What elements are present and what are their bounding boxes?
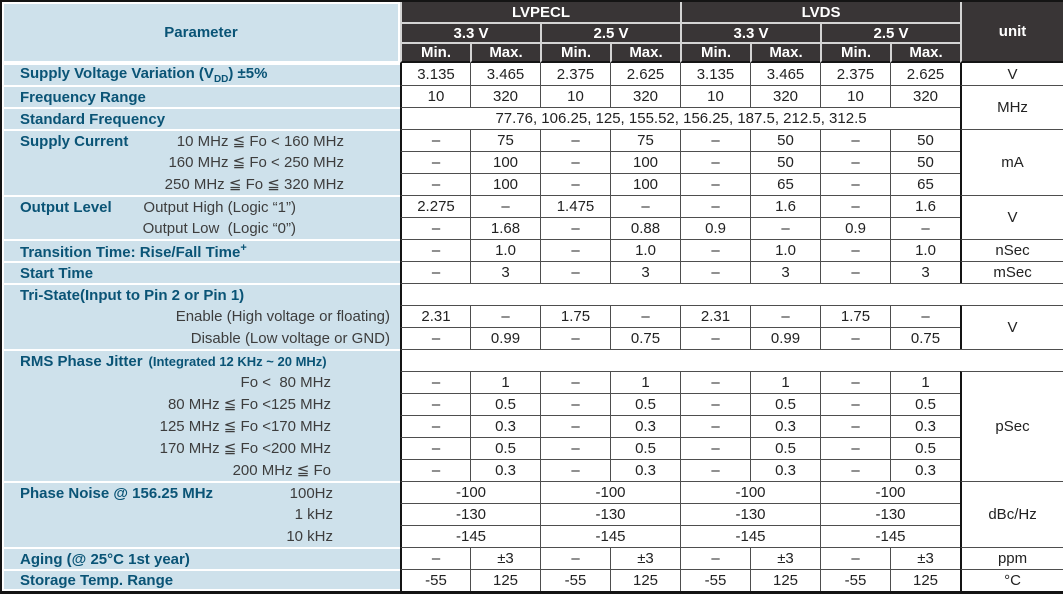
value-cell: -100 — [820, 481, 960, 503]
value-cell: 3.135 — [400, 63, 470, 85]
value-cell: – — [680, 415, 750, 437]
value-cell: – — [400, 217, 470, 239]
row-supply-current-1 — [2, 129, 1063, 151]
group-header-lvds: LVDS — [680, 2, 960, 22]
value-cell: 125 — [610, 569, 680, 591]
value-cell: -130 — [680, 503, 820, 525]
value-cell: 0.9 — [820, 217, 890, 239]
value-cell: 0.88 — [610, 217, 680, 239]
condition-label: Enable (High voltage or floating) — [175, 307, 390, 325]
value-cell: -145 — [680, 525, 820, 547]
value-cell: 1.0 — [470, 239, 540, 261]
condition-label: Output High (Logic “1”) — [143, 198, 296, 216]
unit-cell: V — [960, 305, 1063, 349]
row-tri-state-disable — [2, 327, 1063, 349]
value-cell: 0.3 — [750, 459, 820, 481]
value-cell: 75 — [610, 129, 680, 151]
param-output-level — [2, 195, 400, 217]
value-cell: 0.5 — [610, 393, 680, 415]
value-cell: -55 — [820, 569, 890, 591]
value-cell: – — [820, 151, 890, 173]
param-label: Start Time — [20, 264, 94, 282]
param-rms-jitter-cont — [2, 371, 400, 393]
row-standard-frequency — [2, 107, 1063, 129]
condition-label: 1 kHz — [294, 505, 333, 523]
value-cell: 320 — [750, 85, 820, 107]
value-cell: – — [750, 217, 820, 239]
value-cell: 1.6 — [890, 195, 960, 217]
value-cell: 0.3 — [610, 459, 680, 481]
value-cell: – — [400, 459, 470, 481]
unit-cell: °C — [960, 569, 1063, 591]
value-cell: 1.75 — [540, 305, 610, 327]
value-cell: 0.3 — [750, 415, 820, 437]
value-cell: -145 — [540, 525, 680, 547]
value-cell: 1 — [470, 371, 540, 393]
value-cell: 3 — [470, 261, 540, 283]
condition-label: 125 MHz ≦ Fo <170 MHz — [159, 418, 331, 435]
row-rms-jitter-4 — [2, 437, 1063, 459]
value-cell: 1.0 — [610, 239, 680, 261]
value-cell: 65 — [890, 173, 960, 195]
value-cell: – — [400, 415, 470, 437]
value-cell: – — [820, 547, 890, 569]
value-cell: -55 — [400, 569, 470, 591]
value-cell: – — [680, 371, 750, 393]
condition-label: 100Hz — [289, 484, 333, 502]
param-label: Tri-State(Input to Pin 2 or Pin 1) — [20, 286, 245, 304]
value-cell: 1.75 — [820, 305, 890, 327]
value-cell: – — [820, 261, 890, 283]
param-label: Standard Frequency — [20, 110, 166, 128]
value-cell: 3.465 — [470, 63, 540, 85]
param-supply-current-cont — [2, 151, 400, 173]
unit-cell: ppm — [960, 547, 1063, 569]
value-cell: – — [540, 129, 610, 151]
value-cell: 2.625 — [610, 63, 680, 85]
row-rms-jitter-5 — [2, 459, 1063, 481]
unit-cell: V — [960, 195, 1063, 239]
condition-label: 10 kHz — [286, 527, 333, 545]
value-cell: – — [400, 173, 470, 195]
value-cell: -100 — [400, 481, 540, 503]
value-cell: -100 — [540, 481, 680, 503]
value-cell: -130 — [400, 503, 540, 525]
min-header: Min. — [680, 42, 750, 63]
value-cell: 1 — [750, 371, 820, 393]
param-label: Output Level — [20, 198, 112, 216]
param-phase-noise-cont — [2, 503, 400, 525]
min-header: Min. — [820, 42, 890, 63]
value-cell: – — [680, 393, 750, 415]
row-output-level-low — [2, 217, 1063, 239]
value-cell: ±3 — [750, 547, 820, 569]
value-cell: 0.5 — [750, 393, 820, 415]
standard-frequency-values: 77.76, 106.25, 125, 155.52, 156.25, 187.5, 212.5, 312.5 — [400, 107, 960, 129]
value-cell: – — [540, 327, 610, 349]
value-cell: 3.465 — [750, 63, 820, 85]
row-output-level-high — [2, 195, 1063, 217]
row-rms-jitter-1 — [2, 371, 1063, 393]
param-tri-state-cont — [2, 327, 400, 349]
value-cell: – — [540, 371, 610, 393]
value-cell: 3.135 — [680, 63, 750, 85]
unit-header: unit — [960, 2, 1063, 63]
param-supply-current-cont — [2, 173, 400, 195]
value-cell: 2.31 — [400, 305, 470, 327]
condition-label: 250 MHz ≦ Fo ≦ 320 MHz — [164, 176, 344, 193]
condition-label: Fo < 80 MHz — [240, 373, 331, 391]
value-cell: – — [820, 371, 890, 393]
param-transition-time — [2, 239, 400, 261]
value-cell: – — [890, 217, 960, 239]
value-cell: 1.68 — [470, 217, 540, 239]
value-cell: – — [540, 173, 610, 195]
param-rms-jitter-cont — [2, 437, 400, 459]
value-cell: – — [400, 327, 470, 349]
value-cell: 50 — [890, 151, 960, 173]
row-rms-jitter-header — [2, 349, 1063, 371]
value-cell: 0.5 — [750, 437, 820, 459]
value-cell: 10 — [400, 85, 470, 107]
value-cell: 0.5 — [890, 393, 960, 415]
value-cell: ±3 — [470, 547, 540, 569]
param-standard-frequency — [2, 107, 400, 129]
row-rms-jitter-3 — [2, 415, 1063, 437]
value-cell: – — [610, 195, 680, 217]
row-supply-current-3 — [2, 173, 1063, 195]
max-header: Max. — [890, 42, 960, 63]
value-cell: 0.5 — [470, 393, 540, 415]
value-cell: – — [680, 459, 750, 481]
voltage-header: 2.5 V — [540, 22, 680, 42]
param-rms-jitter-cont — [2, 459, 400, 481]
value-cell: – — [540, 239, 610, 261]
value-cell: 3 — [610, 261, 680, 283]
param-label: Aging (@ 25°C 1st year) — [20, 550, 190, 568]
value-cell: – — [540, 261, 610, 283]
value-cell: -145 — [400, 525, 540, 547]
value-cell: – — [680, 239, 750, 261]
value-cell: 10 — [820, 85, 890, 107]
value-cell: – — [750, 305, 820, 327]
min-header: Min. — [540, 42, 610, 63]
value-cell: 50 — [750, 151, 820, 173]
unit-cell: MHz — [960, 85, 1063, 129]
value-cell: 0.3 — [890, 459, 960, 481]
value-cell: – — [400, 129, 470, 151]
row-storage-temp — [2, 569, 1063, 591]
param-start-time — [2, 261, 400, 283]
unit-cell: mA — [960, 129, 1063, 195]
row-phase-noise-2 — [2, 503, 1063, 525]
condition-label: 200 MHz ≦ Fo — [232, 462, 331, 479]
value-cell: 2.275 — [400, 195, 470, 217]
row-start-time — [2, 261, 1063, 283]
value-cell: – — [820, 239, 890, 261]
value-cell: – — [680, 151, 750, 173]
value-cell: – — [400, 437, 470, 459]
param-tri-state-cont — [2, 305, 400, 327]
value-cell: 10 — [540, 85, 610, 107]
value-cell: 320 — [470, 85, 540, 107]
value-cell: 0.5 — [890, 437, 960, 459]
value-cell: -145 — [820, 525, 960, 547]
value-cell: – — [680, 173, 750, 195]
value-cell: 0.3 — [890, 415, 960, 437]
value-cell: 320 — [610, 85, 680, 107]
value-cell: – — [890, 305, 960, 327]
condition-label: 80 MHz ≦ Fo <125 MHz — [167, 396, 331, 413]
condition-label: 170 MHz ≦ Fo <200 MHz — [159, 440, 331, 457]
param-label: Supply Voltage Variation $(V_{DD}) \pm 5\%$ — [20, 65, 268, 85]
value-cell: – — [470, 195, 540, 217]
value-cell: – — [400, 261, 470, 283]
value-cell: 100 — [610, 151, 680, 173]
value-cell: 100 — [610, 173, 680, 195]
blank-cell — [400, 283, 1063, 305]
param-storage-temp — [2, 569, 400, 591]
param-supply-current — [2, 129, 400, 151]
param-note: (Integrated 12 KHz ~ 20 MHz) — [148, 353, 327, 369]
value-cell: 0.3 — [470, 459, 540, 481]
value-cell: – — [820, 393, 890, 415]
value-cell: – — [820, 415, 890, 437]
value-cell: 125 — [470, 569, 540, 591]
row-tri-state-header — [2, 283, 1063, 305]
value-cell: – — [400, 371, 470, 393]
value-cell: 1 — [610, 371, 680, 393]
value-cell: – — [680, 195, 750, 217]
value-cell: -130 — [540, 503, 680, 525]
parameter-header: Parameter — [2, 2, 400, 63]
value-cell: – — [820, 129, 890, 151]
value-cell: 1.0 — [890, 239, 960, 261]
value-cell: 1.0 — [750, 239, 820, 261]
row-phase-noise-3 — [2, 525, 1063, 547]
value-cell: – — [820, 327, 890, 349]
value-cell: – — [680, 547, 750, 569]
value-cell: – — [540, 393, 610, 415]
value-cell: 0.75 — [890, 327, 960, 349]
blank-cell — [400, 349, 1063, 371]
value-cell: – — [540, 547, 610, 569]
row-supply-current-2 — [2, 151, 1063, 173]
voltage-header: 3.3 V — [400, 22, 540, 42]
min-header: Min. — [400, 42, 470, 63]
value-cell: 0.5 — [470, 437, 540, 459]
table-header — [2, 2, 1063, 63]
value-cell: – — [680, 129, 750, 151]
value-cell: 0.75 — [610, 327, 680, 349]
value-cell: -130 — [820, 503, 960, 525]
value-cell: 1.6 — [750, 195, 820, 217]
table-body — [2, 63, 1063, 591]
value-cell: – — [680, 261, 750, 283]
group-header-lvpecl: LVPECL — [400, 2, 680, 22]
value-cell: 0.3 — [610, 415, 680, 437]
param-label: Supply Current — [20, 132, 129, 150]
max-header: Max. — [750, 42, 820, 63]
value-cell: – — [540, 415, 610, 437]
value-cell: 0.5 — [610, 437, 680, 459]
value-cell: – — [820, 195, 890, 217]
value-cell: 50 — [890, 129, 960, 151]
value-cell: 320 — [890, 85, 960, 107]
value-cell: 0.99 — [470, 327, 540, 349]
param-label: Frequency Range — [20, 88, 146, 106]
row-rms-jitter-2 — [2, 393, 1063, 415]
value-cell: 75 — [470, 129, 540, 151]
unit-cell: mSec — [960, 261, 1063, 283]
value-cell: ±3 — [890, 547, 960, 569]
param-label: RMS Phase Jitter — [20, 352, 143, 370]
param-frequency-range — [2, 85, 400, 107]
param-output-level-cont — [2, 217, 400, 239]
voltage-header: 3.3 V — [680, 22, 820, 42]
condition-label: 160 MHz ≦ Fo < 250 MHz — [168, 154, 344, 171]
param-supply-voltage — [2, 63, 400, 85]
value-cell: 0.3 — [470, 415, 540, 437]
value-cell: 1.475 — [540, 195, 610, 217]
row-aging — [2, 547, 1063, 569]
row-tri-state-enable — [2, 305, 1063, 327]
value-cell: – — [540, 437, 610, 459]
unit-cell: nSec — [960, 239, 1063, 261]
value-cell: -55 — [680, 569, 750, 591]
value-cell: – — [820, 437, 890, 459]
value-cell: 0.99 — [750, 327, 820, 349]
param-rms-jitter-cont — [2, 415, 400, 437]
value-cell: – — [680, 437, 750, 459]
param-tri-state — [2, 283, 400, 305]
value-cell: 65 — [750, 173, 820, 195]
unit-cell: pSec — [960, 371, 1063, 481]
param-label: Transition Time: Rise/Fall Time+ — [20, 241, 247, 261]
row-frequency-range — [2, 85, 1063, 107]
condition-label: Disable (Low voltage or GND) — [190, 329, 390, 347]
row-phase-noise-1 — [2, 481, 1063, 503]
condition-label: 10 MHz ≦ Fo < 160 MHz — [176, 133, 344, 150]
value-cell: 125 — [750, 569, 820, 591]
param-label: Storage Temp. Range — [20, 571, 174, 589]
value-cell: 125 — [890, 569, 960, 591]
value-cell: – — [680, 327, 750, 349]
value-cell: – — [820, 173, 890, 195]
value-cell: – — [820, 459, 890, 481]
value-cell: 3 — [750, 261, 820, 283]
voltage-header: 2.5 V — [820, 22, 960, 42]
value-cell: – — [470, 305, 540, 327]
header-row-groups — [2, 2, 1063, 22]
value-cell: – — [610, 305, 680, 327]
param-rms-jitter — [2, 349, 400, 371]
value-cell: -55 — [540, 569, 610, 591]
value-cell: 10 — [680, 85, 750, 107]
value-cell: 2.625 — [890, 63, 960, 85]
value-cell: 0.9 — [680, 217, 750, 239]
value-cell: 1 — [890, 371, 960, 393]
value-cell: – — [540, 459, 610, 481]
value-cell: – — [400, 547, 470, 569]
value-cell: – — [540, 217, 610, 239]
value-cell: – — [400, 151, 470, 173]
value-cell: – — [540, 151, 610, 173]
param-aging — [2, 547, 400, 569]
value-cell: -100 — [680, 481, 820, 503]
value-cell: ±3 — [610, 547, 680, 569]
value-cell: 3 — [890, 261, 960, 283]
param-label: Phase Noise @ 156.25 MHz — [20, 484, 214, 502]
value-cell: 2.375 — [540, 63, 610, 85]
param-phase-noise-cont — [2, 525, 400, 547]
param-rms-jitter-cont — [2, 393, 400, 415]
value-cell: – — [400, 393, 470, 415]
value-cell: 2.375 — [820, 63, 890, 85]
row-transition-time — [2, 239, 1063, 261]
value-cell: 2.31 — [680, 305, 750, 327]
param-phase-noise — [2, 481, 400, 503]
condition-label: Output Low (Logic “0”) — [142, 219, 296, 237]
unit-cell: V — [960, 63, 1063, 85]
value-cell: 100 — [470, 173, 540, 195]
row-supply-voltage — [2, 63, 1063, 85]
value-cell: 100 — [470, 151, 540, 173]
max-header: Max. — [470, 42, 540, 63]
max-header: Max. — [610, 42, 680, 63]
unit-cell: dBc/Hz — [960, 481, 1063, 547]
value-cell: – — [400, 239, 470, 261]
value-cell: 50 — [750, 129, 820, 151]
